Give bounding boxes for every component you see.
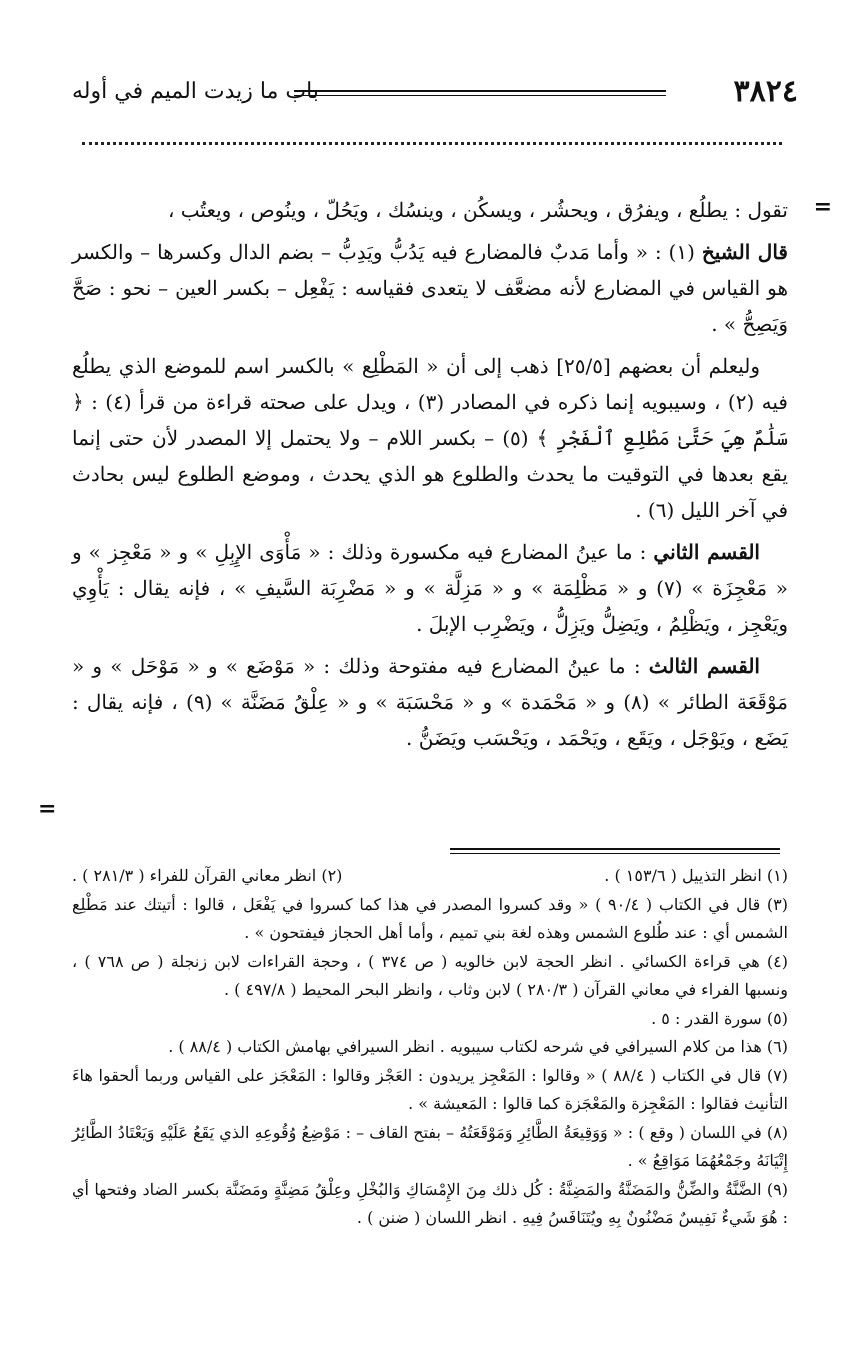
paragraph-4 <box>72 534 788 642</box>
page-header <box>72 72 798 112</box>
paragraph-2-text: (١) : « وأما مَدبٌ فالمضارع فيه يَدُبُّ ويَدِبُّ – بضم الدال وكسرها – والكسر هو القياس في المضارع لأنه مضعَّف لا يتعدى فقياسه : يَفْعِل – بكسر العين – نحو : صَحَّ وَيَصِحُّ » . <box>72 240 788 336</box>
paragraph-3: وليعلم أن بعضهم [٢٥/٥] ذهب إلى أن « المَطْلِع » بالكسر اسم للموضع الذي يطلُع فيه (٢) ، وسيبويه إنما ذكره في المصادر (٣) ، ويدل على صحته قراءة من قرأ (٤) : ﴿ سَلَٰمٌ هِيَ حَتَّىٰ مَطْلِعِ ٱلْفَجْرِ ﴾ (٥) – بكسر اللام – ولا يحتمل إلا المصدر لأن حتى إنما يقع بعدها في التوقيت ما يحدث والطلوع هو الذي يحدث ، وموضع الطلوع ليس بحادث في آخر الليل (٦) . <box>72 354 788 522</box>
paragraph-5-text: : ما عينُ المضارع فيه مفتوحة وذلك : « مَوْضَع » و « مَوْحَل » و « مَوْقَعَة الطائر » (٨) و « مَحْمَدة » و « مَحْسَبَة » و « عِلْقُ مَضَنَّة » (٩) ، فإنه يقال : يَضَع ، ويَوْجَل ، ويَقَع ، ويَحْمَد ، ويَحْسَب ويَضَنُّ . <box>72 654 788 750</box>
paragraph-5-label: القسم الثالث <box>648 654 760 678</box>
footnote-4: (٤) هي قراءة الكسائي . انظر الحجة لابن خالويه ( ص ٣٧٤ ) ، وحجة القراءات لابن زنجلة ( ص ٧٦٨ ) ، ونسبها الفراء في معاني القرآن ( ٢٨٠/٣ ) لابن وثاب ، وانظر البحر المحيط ( ٤٩٧/٨ ) . <box>72 951 789 999</box>
main-text <box>72 192 788 762</box>
footnote-3: (٣) قال في الكتاب ( ٩٠/٤ ) « وقد كسروا المصدر في هذا كما كسروا في يَفْعَل ، قالوا : أتيتك عند مَطْلِع الشمس أي : عند طُلوع الشمس وهذه لغة بني تميم ، وأما أهل الحجاز فيفتحون » . <box>72 894 788 942</box>
paragraph-5 <box>72 648 788 756</box>
footnote-5: (٥) سورة القدر : ٥ . <box>651 1008 788 1028</box>
footnote-8: (٨) في اللسان ( وقع ) : « وَوَقِيعَةُ الطَّائِرِ وَمَوْقَعَتُهُ – بفتح القاف – : مَوْضِعُ وُقُوعِهِ الذي يَقَعُ عَلَيْهِ وَيَعْتَادُ الطَّائِرُ إِتْيَانَهُ وجَمْعُهُمَا مَوَاقِعُ » . <box>72 1122 789 1170</box>
header-rule <box>294 90 666 96</box>
dotted-divider <box>82 142 782 145</box>
footnote-6: (٦) هذا من كلام السيرافي في شرحه لكتاب سيبويه . انظر السيرافي بهامش الكتاب ( ٨٨/٤ ) . <box>168 1037 788 1056</box>
footnote-rule <box>450 848 780 854</box>
continuation-mark-bottom: = <box>38 796 57 822</box>
footnotes <box>72 862 788 1233</box>
chapter-title: باب ما زيدت الميم في أوله <box>72 79 319 104</box>
footnote-row-1-2 <box>72 862 788 891</box>
paragraph-4-text: : ما عينُ المضارع فيه مكسورة وذلك : « مَأْوَى الإِبِلِ » و « مَعْجِز » و « مَعْجِزَة » (٧) و « مَظْلِمَة » و « مَزِلَّة » و « مَضْرِبَة السَّيفِ » ، فإنه يقال : يَأْوِي ويَعْجِز ، ويَظْلِمُ ، ويَضِلُّ ويَزِلُّ ، ويَضْرِب الإبلَ . <box>72 540 789 636</box>
paragraph-2 <box>72 234 788 342</box>
footnote-1: (١) انظر التذييل ( ١٥٣/٦ ) . <box>604 866 788 885</box>
footnote-9: (٩) الضَّنَّةُ والضِّنُّ والمَضَنَّةُ والمَضِنَّةُ : كُل ذلك مِنَ الإِمْسَاكِ وَالبُخْلِ وعِلْقُ مَضِنَّةٍ ومَضَنَّة بكسر الضاد وفتحها أي : هُوَ شَيءٌ نَفِيسٌ مَضْنُونٌ بِهِ ويُتَنَافَسُ فِيهِ . انظر اللسان ( ضنن ) . <box>72 1179 788 1227</box>
paragraph-1: تقول : يطلُع ، ويفرُق ، ويحشُر ، ويسكُن ، وينسُك ، ويَحُلّ ، وينُوص ، ويعتُب ، <box>167 198 788 222</box>
footnote-7: (٧) قال في الكتاب ( ٨٨/٤ ) « وقالوا : المَعْجِز يريدون : العَجْز وقالوا : المَعْجَز على القياس وربما ألحقوا هاءَ التأنيث فقالوا : المَعْجِزة والمَعْجَزة كما قالوا : المَعيشة » . <box>72 1065 789 1113</box>
continuation-mark-top: = <box>813 194 832 220</box>
footnote-2: (٢) انظر معاني القرآن للفراء ( ٢٨١/٣ ) . <box>72 866 343 885</box>
paragraph-2-label: قال الشيخ <box>701 240 788 264</box>
paragraph-4-label: القسم الثاني <box>653 540 760 564</box>
page-number: ٣٨٢٤ <box>733 74 798 109</box>
